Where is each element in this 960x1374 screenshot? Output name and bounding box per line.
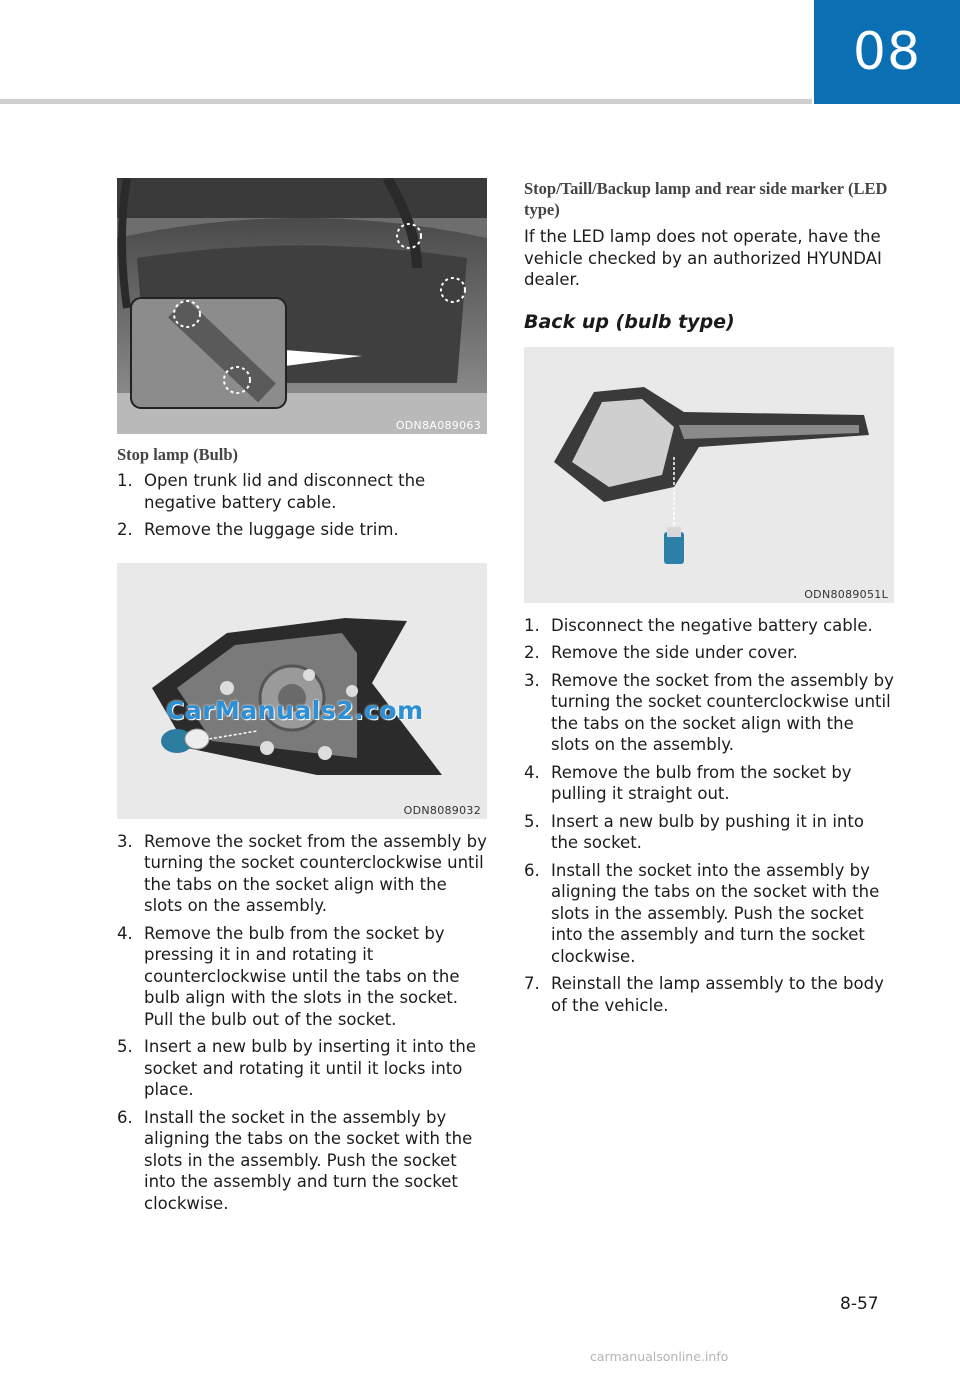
- backup-lamp-figure: [524, 347, 894, 603]
- list-item: 3. Remove the socket from the assembly by turning the socket counterclockwise until the tabs on the socket align with the slots on the assembly.: [117, 831, 487, 915]
- steps-list-right: [524, 615, 894, 1017]
- tail-lamp-figure: [117, 563, 487, 819]
- chapter-tab: [814, 0, 960, 104]
- list-item: 6. Install the socket in the assembly by aligning the tabs on the socket with the slots in the assembly. Push the socket into the assembly and turn the socket clockwise.: [117, 1107, 473, 1213]
- list-item: 4. Remove the bulb from the socket by pulling it straight out.: [524, 762, 852, 803]
- header-rule: [0, 99, 812, 104]
- trunk-figure: [117, 178, 487, 434]
- backup-lamp-illustration: [524, 347, 894, 603]
- figure-code-tail-lamp: ODN8089032: [403, 803, 481, 817]
- right-column: [524, 178, 894, 1022]
- list-item: 1. Open trunk lid and disconnect the negative battery cable.: [117, 471, 426, 512]
- site-watermark: carmanualsonline.info: [590, 1349, 729, 1364]
- tail-lamp-illustration: [117, 563, 487, 819]
- list-item: 5. Insert a new bulb by pushing it in into the socket.: [524, 811, 864, 852]
- list-item: 5. Insert a new bulb by inserting it into the socket and rotating it until it locks into place.: [117, 1037, 477, 1099]
- backup-title: Back up (bulb type): [524, 310, 735, 333]
- list-item: 3. Remove the socket from the assembly by turning the socket counterclockwise until the tabs on the socket align with the slots on the assembly.: [524, 670, 894, 754]
- list-item: 4. Remove the bulb from the socket by pressing it in and rotating it counterclockwise until the tabs on the bulb align with the slots in the socket. Pull the bulb out of the socket.: [117, 923, 460, 1029]
- steps-list-a: [117, 470, 487, 541]
- list-item: 6. Install the socket into the assembly by aligning the tabs on the socket with the slots in the assembly. Push the socket into the assembly and turn the socket clockwise.: [524, 860, 880, 966]
- list-item: 1. Disconnect the negative battery cable.: [524, 615, 873, 635]
- stop-lamp-heading: Stop lamp (Bulb): [117, 445, 239, 464]
- steps-list-b: [117, 831, 487, 1215]
- list-item: 2. Remove the side under cover.: [524, 643, 798, 662]
- page-number: 8-57: [840, 1294, 879, 1314]
- led-heading: Stop/Taill/Backup lamp and rear side marker (LED type): [524, 179, 888, 219]
- carmanuals-watermark: CarManuals2.com: [166, 696, 424, 725]
- list-item: 7. Reinstall the lamp assembly to the body of the vehicle.: [524, 974, 884, 1015]
- list-item: 2. Remove the luggage side trim.: [117, 520, 399, 539]
- led-paragraph: If the LED lamp does not operate, have the vehicle checked by an authorized HYUNDAI dealer.: [524, 227, 882, 289]
- figure-code-backup-lamp: ODN8089051L: [804, 587, 888, 601]
- trunk-illustration: [117, 178, 487, 434]
- chapter-number: 08: [852, 22, 922, 82]
- figure-code-trunk: ODN8A089063: [395, 419, 481, 432]
